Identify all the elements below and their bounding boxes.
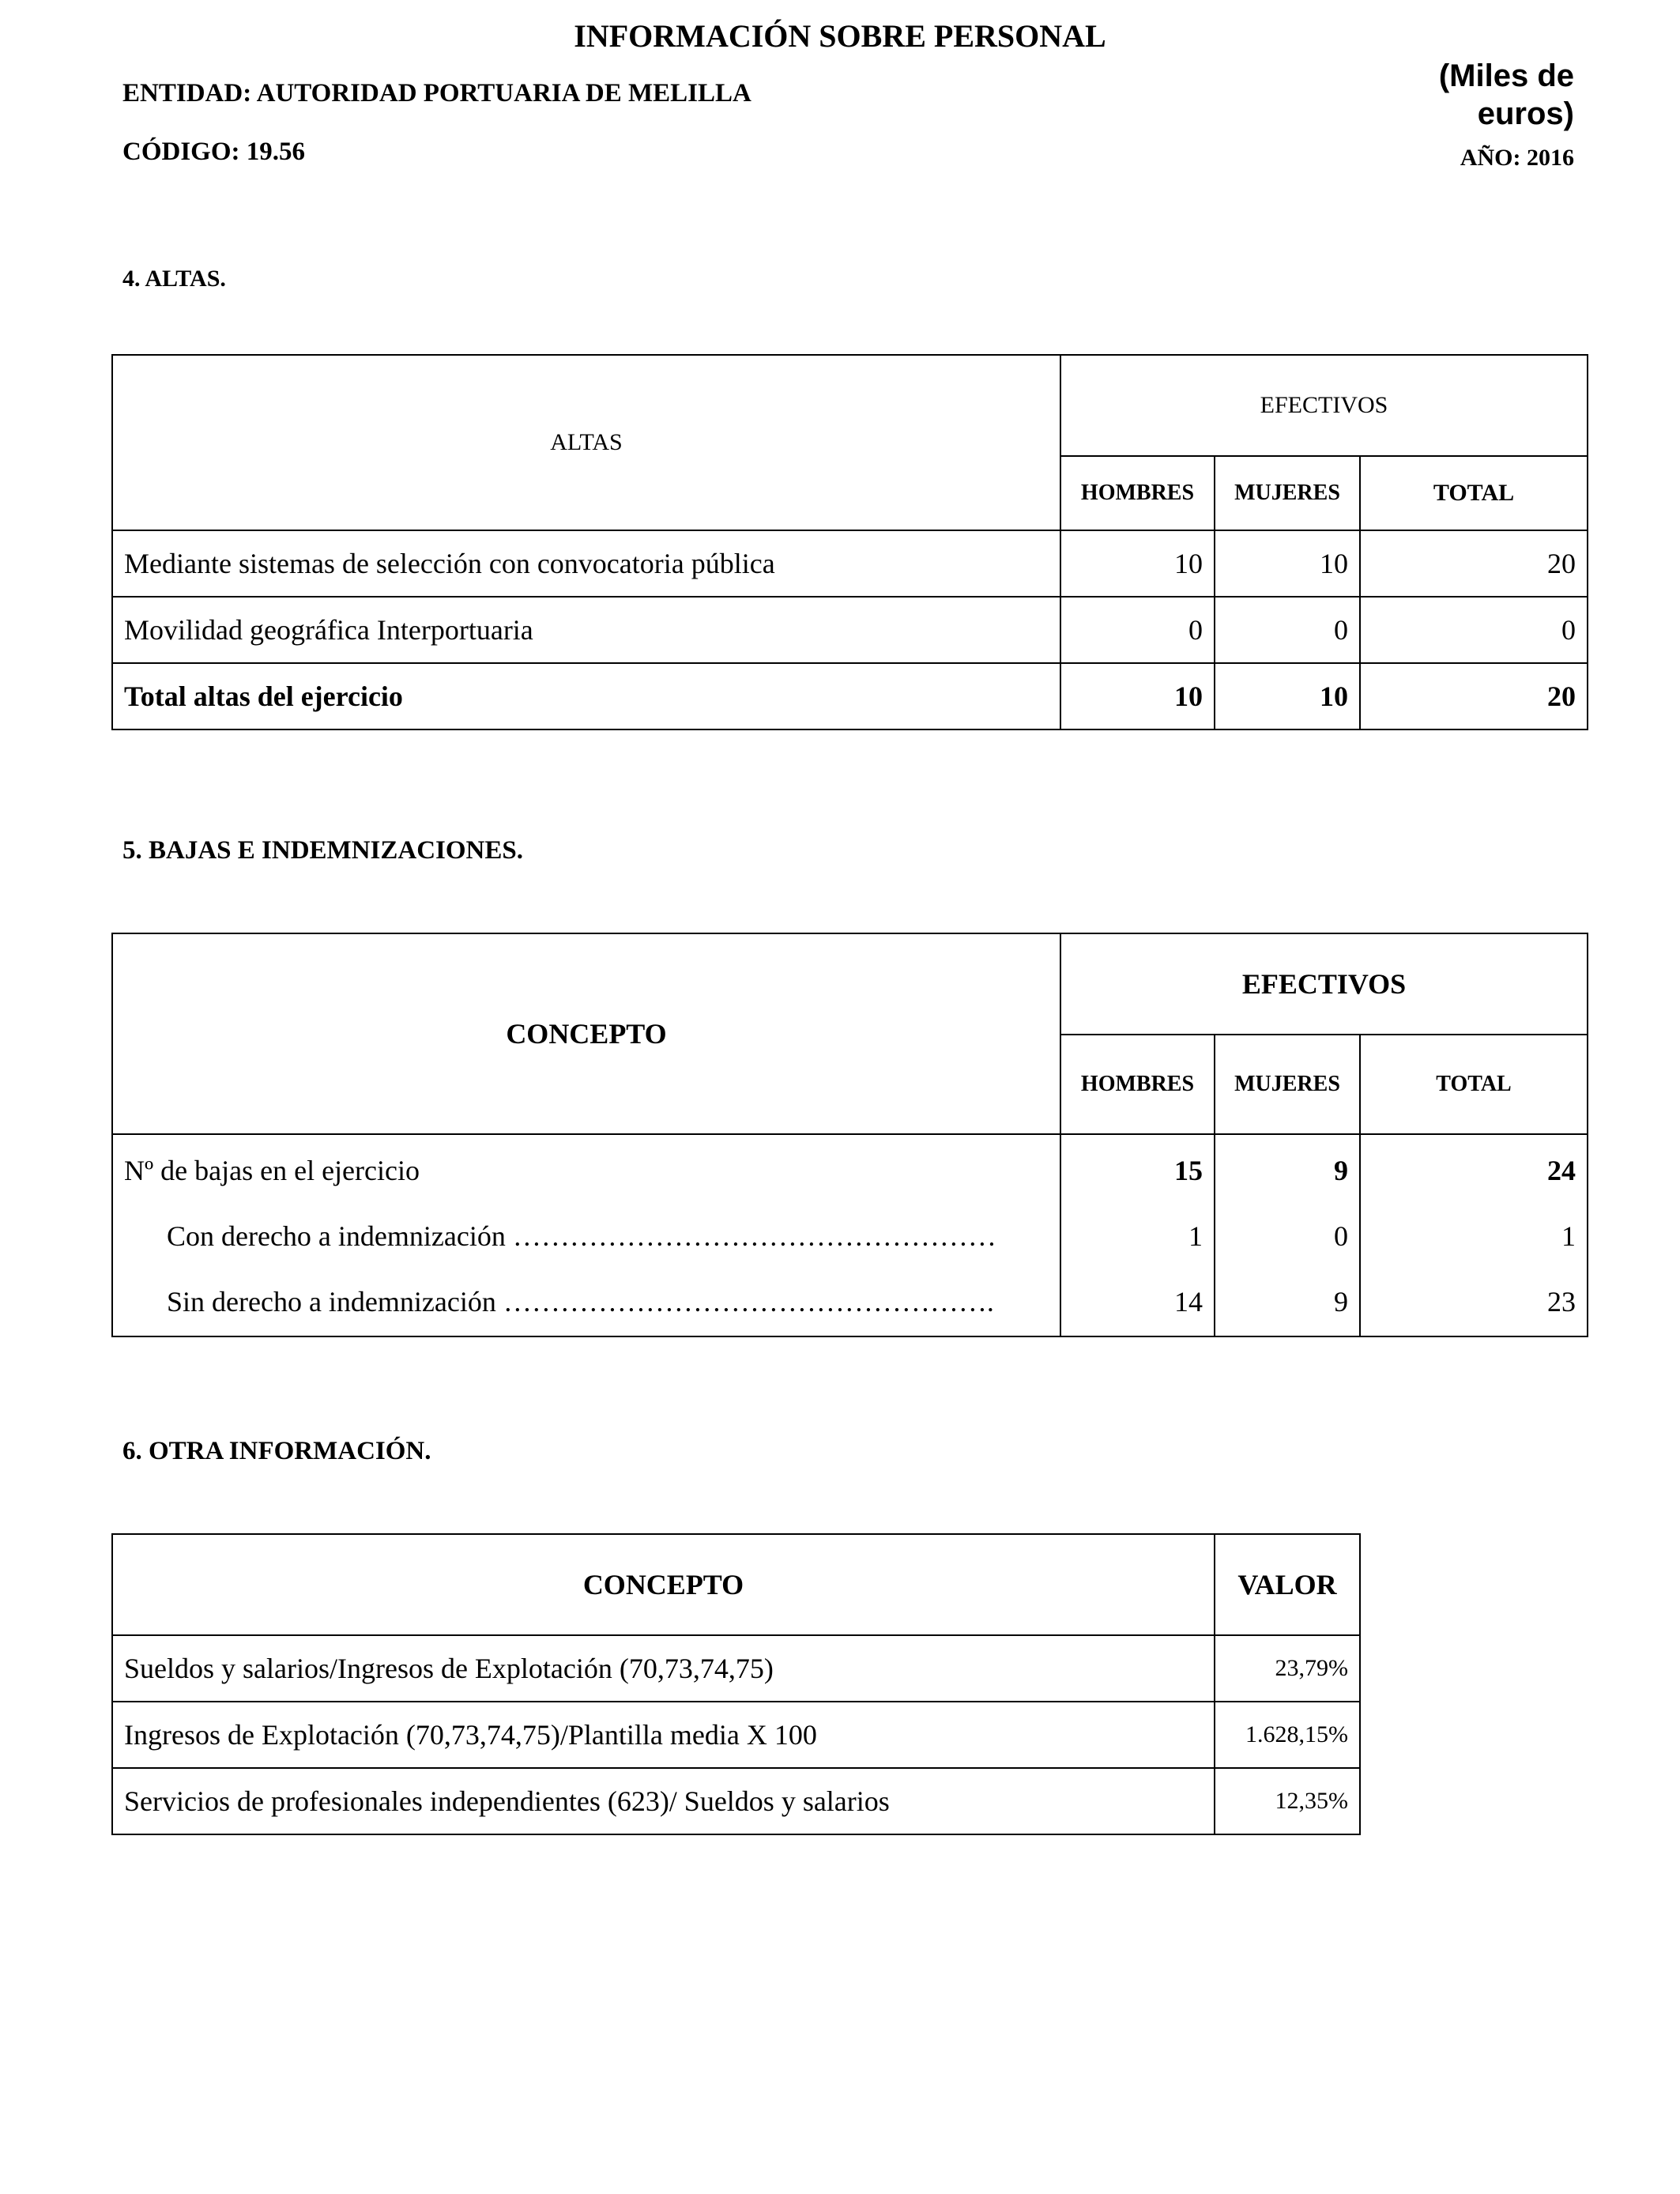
bajas-group-header: EFECTIVOS [1060, 933, 1588, 1035]
altas-col-women: MUJERES [1215, 456, 1360, 530]
cell-men: 10 [1060, 663, 1215, 729]
otra-table [111, 1533, 1361, 1835]
cell-value: 12,35% [1215, 1768, 1360, 1834]
table-row [112, 1134, 1588, 1205]
cell-total: 20 [1360, 530, 1588, 597]
bajas-col-men: HOMBRES [1060, 1035, 1215, 1134]
cell-men: 0 [1060, 597, 1215, 663]
year-label: AÑO: 2016 [1460, 145, 1574, 171]
section-otra-title: 6. OTRA INFORMACIÓN. [122, 1437, 431, 1465]
table-row [112, 1768, 1360, 1834]
cell-men: 1 [1060, 1205, 1215, 1267]
bajas-table [111, 933, 1588, 1337]
row-label: Nº de bajas en el ejercicio [112, 1134, 1060, 1205]
bajas-col-total: TOTAL [1360, 1035, 1588, 1134]
cell-women: 10 [1215, 530, 1360, 597]
cell-total: 1 [1360, 1205, 1588, 1267]
bajas-concept-header: CONCEPTO [112, 933, 1060, 1134]
cell-value: 23,79% [1215, 1635, 1360, 1702]
table-row [112, 1635, 1360, 1702]
cell-total: 20 [1360, 663, 1588, 729]
table-row [112, 1702, 1360, 1768]
row-label: Sin derecho a indemnización ……………………………………………. [112, 1267, 1060, 1336]
table-row [112, 1205, 1588, 1267]
section-bajas-title: 5. BAJAS E INDEMNIZACIONES. [122, 836, 524, 865]
cell-women: 0 [1215, 597, 1360, 663]
table-row [112, 1267, 1588, 1336]
cell-total: 23 [1360, 1267, 1588, 1336]
table-row-total [112, 663, 1588, 729]
row-label: Servicios de profesionales independientes (623)/ Sueldos y salarios [112, 1768, 1215, 1834]
table-row [112, 530, 1588, 597]
units-line-1: (Miles de [1438, 58, 1574, 93]
entity-label: ENTIDAD: AUTORIDAD PORTUARIA DE MELILLA [122, 79, 751, 107]
row-label: Total altas del ejercicio [112, 663, 1060, 729]
cell-men: 10 [1060, 530, 1215, 597]
row-label: Ingresos de Explotación (70,73,74,75)/Plantilla media X 100 [112, 1702, 1215, 1768]
units-line-2: euros) [1477, 96, 1574, 131]
altas-group-header: EFECTIVOS [1060, 355, 1588, 456]
cell-men: 14 [1060, 1267, 1215, 1336]
cell-total: 0 [1360, 597, 1588, 663]
table-row [112, 597, 1588, 663]
altas-col-men: HOMBRES [1060, 456, 1215, 530]
cell-value: 1.628,15% [1215, 1702, 1360, 1768]
cell-women: 9 [1215, 1134, 1360, 1205]
cell-men: 15 [1060, 1134, 1215, 1205]
otra-concept-header: CONCEPTO [112, 1534, 1215, 1635]
altas-concept-header: ALTAS [112, 355, 1060, 530]
code-label: CÓDIGO: 19.56 [122, 138, 305, 166]
cell-total: 24 [1360, 1134, 1588, 1205]
row-label: Con derecho a indemnización …………………………………………… [112, 1205, 1060, 1267]
cell-women: 0 [1215, 1205, 1360, 1267]
row-label: Sueldos y salarios/Ingresos de Explotación (70,73,74,75) [112, 1635, 1215, 1702]
section-altas-title: 4. ALTAS. [122, 266, 226, 292]
altas-table [111, 354, 1588, 730]
row-label: Movilidad geográfica Interportuaria [112, 597, 1060, 663]
units-note [1439, 57, 1574, 133]
otra-value-header: VALOR [1215, 1534, 1360, 1635]
altas-col-total: TOTAL [1360, 456, 1588, 530]
page-title: INFORMACIÓN SOBRE PERSONAL [574, 18, 1106, 54]
bajas-col-women: MUJERES [1215, 1035, 1360, 1134]
cell-women: 10 [1215, 663, 1360, 729]
cell-women: 9 [1215, 1267, 1360, 1336]
row-label: Mediante sistemas de selección con convocatoria pública [112, 530, 1060, 597]
